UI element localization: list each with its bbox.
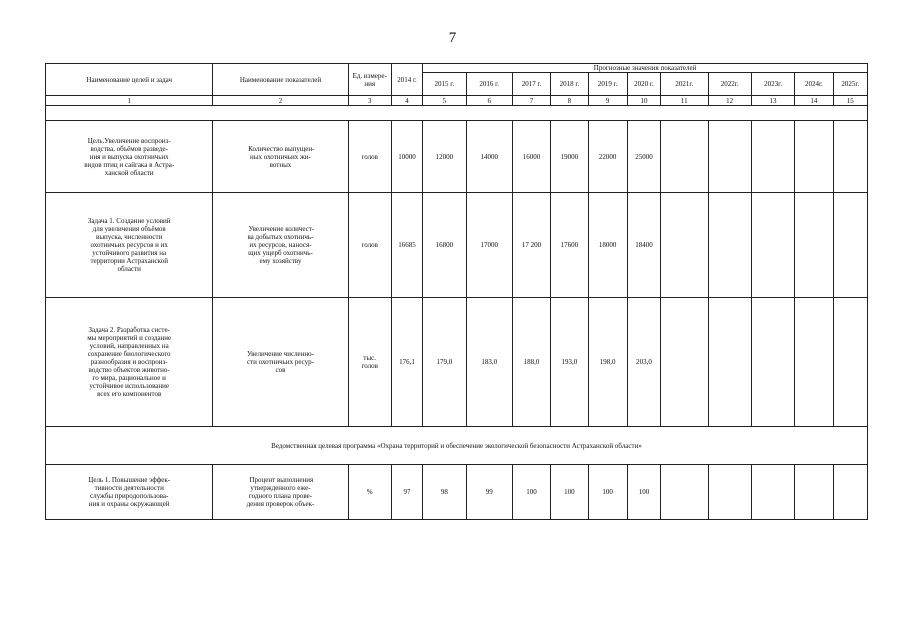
column-number: 15 <box>833 96 867 106</box>
column-number: 10 <box>627 96 660 106</box>
indicator-cell: Увеличение количест- ва добытых охотничь- их ресурсов, нанося- щих ущерб охотничь- ему хозяйству <box>213 193 348 298</box>
column-number: 11 <box>661 96 708 106</box>
value-cell <box>833 465 867 520</box>
header-year: 2023г. <box>751 73 794 96</box>
header-indicators: Наименование показателей <box>213 64 348 96</box>
value-cell: 18000 <box>588 193 627 298</box>
value-cell: 19000 <box>551 121 588 193</box>
header-year: 2021г. <box>661 73 708 96</box>
value-cell <box>708 193 751 298</box>
value-cell <box>751 121 794 193</box>
page-number: 7 <box>448 30 457 46</box>
value-cell <box>708 465 751 520</box>
column-number: 9 <box>588 96 627 106</box>
column-number: 5 <box>423 96 466 106</box>
goal-cell: Задача 2. Разработка систе- мы мероприятий и создание условий, направленных на сохранение биологического разнообразия и воспроиз- водство объектов животно- го мира, рациональное и устойчивое использование всех его компонентов <box>46 298 213 427</box>
header-goals: Наименование целей и задач <box>46 64 213 96</box>
table-row <box>46 121 868 193</box>
value-cell <box>795 465 833 520</box>
value-cell: 183,0 <box>466 298 512 427</box>
value-cell: 100 <box>588 465 627 520</box>
value-cell <box>833 193 867 298</box>
unit-cell: голов <box>348 193 391 298</box>
value-cell <box>661 298 708 427</box>
header-year: 2022г. <box>708 73 751 96</box>
value-cell <box>751 298 794 427</box>
column-number: 13 <box>751 96 794 106</box>
value-cell: 17600 <box>551 193 588 298</box>
value-cell: 203,0 <box>627 298 660 427</box>
value-cell: 188,0 <box>512 298 550 427</box>
value-cell: 98 <box>423 465 466 520</box>
column-number: 2 <box>213 96 348 106</box>
header-year: 2018 г. <box>551 73 588 96</box>
indicator-cell: Увеличение численно- сти охотничьих ресур- сов <box>213 298 348 427</box>
value-cell: 99 <box>466 465 512 520</box>
value-cell <box>661 193 708 298</box>
value-cell: 100 <box>512 465 550 520</box>
value-2014: 176,1 <box>391 298 422 427</box>
value-cell: 17 200 <box>512 193 550 298</box>
value-cell: 198,0 <box>588 298 627 427</box>
indicator-cell: Процент выполнения утвержденного еже- годного плана прове- дения проверок объек- <box>213 465 348 520</box>
value-cell <box>708 298 751 427</box>
section-title: Ведомственная целевая программа «Охрана территорий и обеспечение экологической безопасности Астраханской области» <box>46 427 868 465</box>
header-forecast-group: Прогнозные значения показателей <box>423 64 868 73</box>
column-number: 4 <box>391 96 422 106</box>
value-cell: 14000 <box>466 121 512 193</box>
value-cell <box>795 193 833 298</box>
value-cell <box>751 193 794 298</box>
column-number-row <box>46 96 868 106</box>
value-cell: 25000 <box>627 121 660 193</box>
value-2014: 10000 <box>391 121 422 193</box>
table-row <box>46 465 868 520</box>
value-cell <box>833 298 867 427</box>
goal-cell: Цель 1. Повышение эффек- тивности деятельности службы природопользова- ния и охраны окружающей <box>46 465 213 520</box>
table-row <box>46 298 868 427</box>
value-2014: 16685 <box>391 193 422 298</box>
header-year: 2020 г. <box>627 73 660 96</box>
indicators-table <box>45 63 868 520</box>
column-number: 7 <box>512 96 550 106</box>
column-number: 8 <box>551 96 588 106</box>
table-row <box>46 193 868 298</box>
section-row <box>46 427 868 465</box>
unit-cell: тыс. голов <box>348 298 391 427</box>
value-cell <box>795 298 833 427</box>
unit-cell: голов <box>348 121 391 193</box>
value-cell <box>708 121 751 193</box>
blank-row <box>46 106 868 121</box>
header-year: 2019 г. <box>588 73 627 96</box>
column-number: 14 <box>795 96 833 106</box>
value-cell: 100 <box>627 465 660 520</box>
value-cell: 193,0 <box>551 298 588 427</box>
value-cell: 100 <box>551 465 588 520</box>
value-cell: 16800 <box>423 193 466 298</box>
indicator-cell: Количество выпущен- ных охотничьих жи- вотных <box>213 121 348 193</box>
value-cell: 18400 <box>627 193 660 298</box>
header-year: 2017 г. <box>512 73 550 96</box>
value-cell: 16000 <box>512 121 550 193</box>
header-2014: 2014 г. <box>391 64 422 96</box>
column-number: 6 <box>466 96 512 106</box>
goal-cell: Цель.Увеличение воспроиз- водства, объёмов разведе- ния и выпуска охотничьих видов птиц и сайгака в Астра- ханской области <box>46 121 213 193</box>
header-year: 2016 г. <box>466 73 512 96</box>
blank-cell <box>46 106 868 121</box>
value-cell <box>751 465 794 520</box>
value-cell: 17000 <box>466 193 512 298</box>
goal-cell: Задача 1. Создание условий для увеличения объёмов выпуска, численности охотничьих ресурсов и их устойчивого развития на территории Астраханской области <box>46 193 213 298</box>
value-cell <box>661 465 708 520</box>
value-cell <box>795 121 833 193</box>
column-number: 1 <box>46 96 213 106</box>
value-cell: 179,0 <box>423 298 466 427</box>
column-number: 12 <box>708 96 751 106</box>
value-cell <box>833 121 867 193</box>
value-2014: 97 <box>391 465 422 520</box>
value-cell: 12000 <box>423 121 466 193</box>
column-number: 3 <box>348 96 391 106</box>
value-cell: 22000 <box>588 121 627 193</box>
unit-cell: % <box>348 465 391 520</box>
header-year: 2025г. <box>833 73 867 96</box>
header-unit: Ед. измере-ния <box>348 64 391 96</box>
value-cell <box>661 121 708 193</box>
header-year: 2015 г. <box>423 73 466 96</box>
header-year: 2024г. <box>795 73 833 96</box>
